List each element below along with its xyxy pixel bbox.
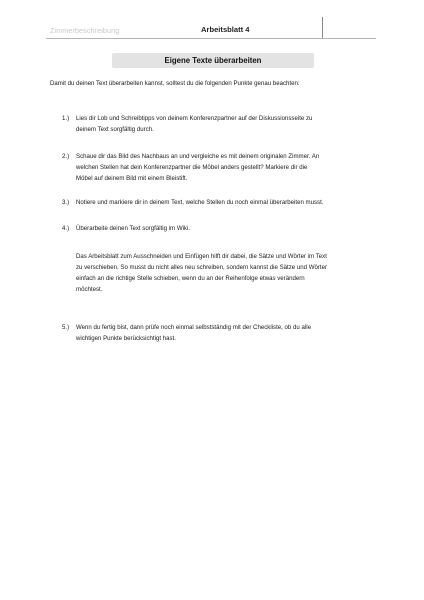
header-topic: Zimmerbeschreibung bbox=[50, 26, 120, 35]
header-sheet-number: Arbeitsblatt 4 bbox=[201, 25, 250, 34]
header-divider-horizontal bbox=[46, 38, 376, 39]
item-line: Wenn du fertig bist, dann prüfe noch einmal selbstständig mit der Checkliste, ob du alle bbox=[76, 324, 311, 331]
item-number: 1.) bbox=[62, 115, 70, 122]
header-divider-vertical bbox=[322, 17, 323, 39]
item-line: Lies dir Lob und Schreibtipps von deinem Konferenzpartner auf der Diskussionsseite zu bbox=[76, 115, 313, 122]
item-line: welchen Stellen hat dein Konferenzpartner die Möbel anders gestellt? Markiere dir die bbox=[76, 164, 308, 171]
item-line: deinem Text sorgfältig durch. bbox=[76, 126, 154, 133]
item-number: 5.) bbox=[62, 324, 70, 331]
item-text bbox=[76, 197, 378, 208]
note-line: zu verschieben. So musst du nicht alles neu schreiben, sondern kannst die Sätze und Wörter bbox=[76, 264, 327, 271]
item-number: 3.) bbox=[62, 199, 70, 206]
item-line: Möbel auf deinem Bild mit einem Bleistift. bbox=[76, 175, 188, 182]
page-title: Eigene Texte überarbeiten bbox=[112, 53, 314, 68]
item-text bbox=[76, 151, 378, 184]
item-number: 2.) bbox=[62, 153, 70, 160]
intro-text: Damit du deinen Text überarbeiten kannst, solltest du die folgenden Punkte genau beachten: bbox=[50, 80, 300, 87]
item-line: wichtigen Punkte berücksichtigt hast. bbox=[76, 335, 176, 342]
note-line: Das Arbeitsblatt zum Ausschneiden und Einfügen hilft dir dabei, die Sätze und Wörter im Text bbox=[76, 253, 327, 260]
cut-paste-note bbox=[76, 251, 373, 295]
item-text bbox=[76, 322, 378, 344]
item-line: Überarbeite deinen Text sorgfältig im Wiki. bbox=[76, 225, 191, 232]
item-line: Schaue dir das Bild des Nachbaus an und vergleiche es mit deinem originalen Zimmer. An bbox=[76, 153, 320, 160]
item-text bbox=[76, 113, 378, 135]
note-line: einfach an die richtige Stelle schieben, wenn du an der Reihenfolge etwas verändern bbox=[76, 275, 305, 282]
note-line: möchtest. bbox=[76, 286, 103, 293]
item-line: Notiere und markiere dir in deinem Text, welche Stellen du noch einmal überarbeiten musst. bbox=[76, 199, 324, 206]
item-number: 4.) bbox=[62, 225, 70, 232]
item-text bbox=[76, 223, 378, 234]
